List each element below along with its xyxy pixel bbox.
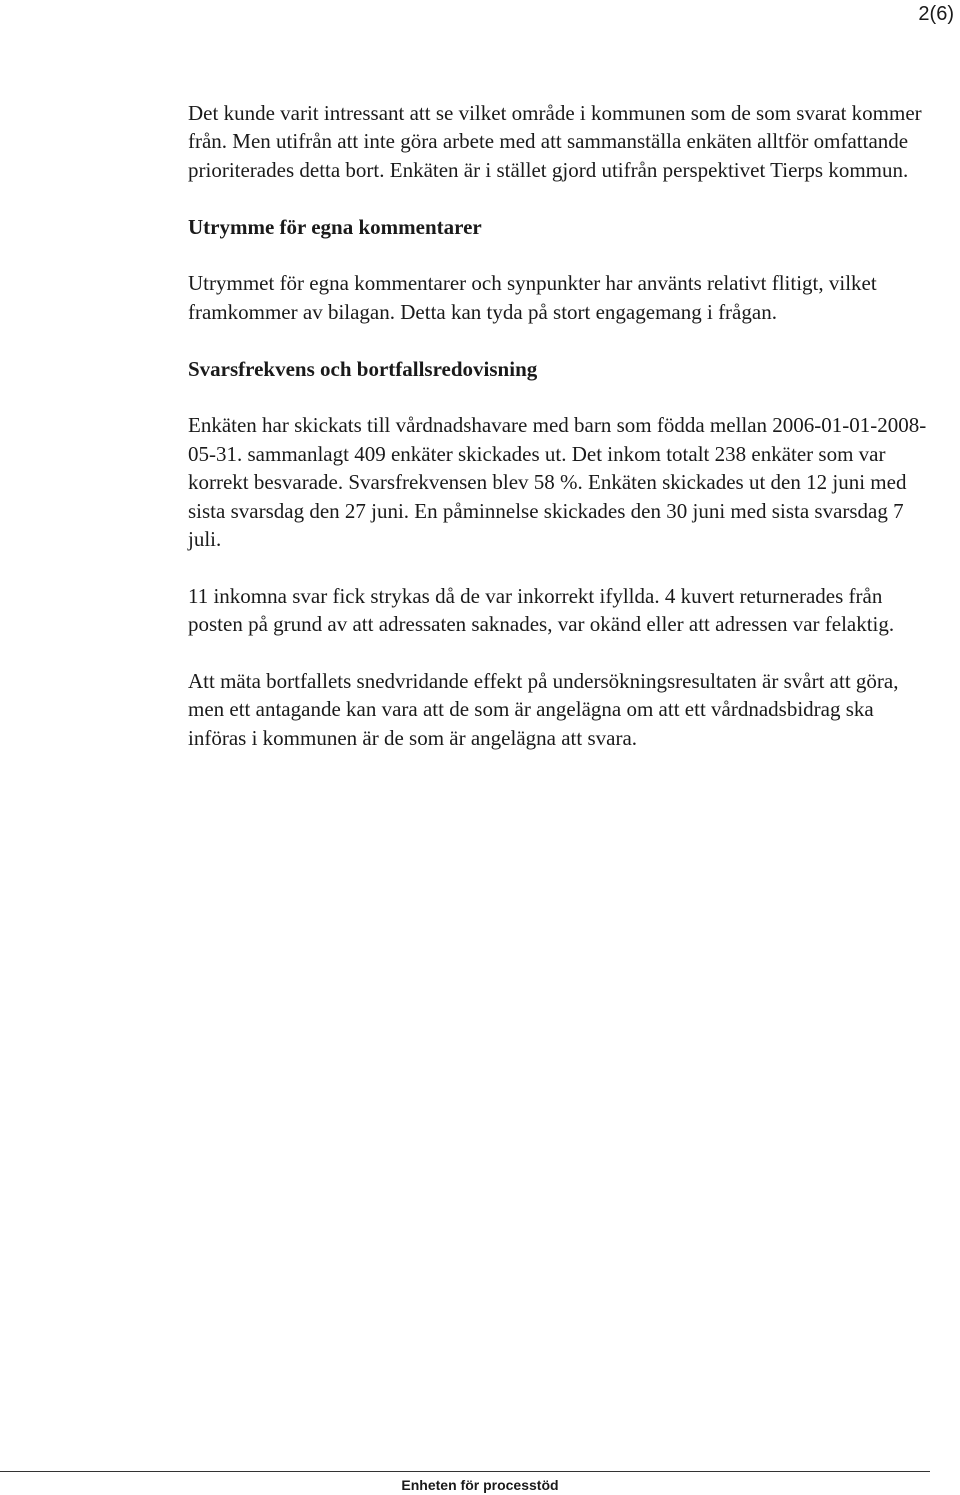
comments-paragraph: Utrymmet för egna kommentarer och synpunkter har använts relativt flitigt, vilket framkommer av bilagan. Detta kan tyda på stort engagemang i frågan.: [188, 271, 877, 324]
intro-paragraph: Det kunde varit intressant att se vilket område i kommunen som de som svarat kommer från. Men utifrån att inte göra arbete med att sammanställa enkäten alltför omfattande prioriterades detta bort. Enkäten är i stället gjord utifrån perspektivet Tierps kommun.: [188, 101, 922, 182]
footer-text: Enheten för processtöd: [401, 1477, 559, 1493]
response-paragraph-2: 11 inkomna svar fick strykas då de var inkorrekt ifyllda. 4 kuvert returnerades från posten på grund av att adressaten saknades, var okänd eller att adressen var felaktig.: [188, 583, 895, 637]
page-number: 2(6): [918, 3, 954, 25]
response-paragraph-1: Enkäten har skickats till vårdnadshavare med barn som födda mellan 2006-01-01-2008-05-31. sammanlagt 409 enkäter skickades ut. Det inkom totalt 238 enkäter som var korrekt besvarade. Svarsfrekvensen blev 58 %. Enkäten skickades ut den 12 juni med sista svarsdag den 27 juni. En påminnelse skickades den 30 juni med sista svarsdag 7 juli.: [188, 413, 927, 552]
section-heading-comments: Utrymme för egna kommentarer: [188, 214, 482, 239]
document-body: [188, 99, 928, 752]
footer-divider: [0, 1471, 930, 1472]
section-heading-response-rate: Svarsfrekvens och bortfallsredovisning: [188, 356, 538, 381]
response-paragraph-3: Att mäta bortfallets snedvridande effekt på undersökningsresultaten är svårt att göra, men ett antagande kan vara att de som är angelägna om att ett vårdnadsbidrag ska införas i kommunen är de som är angelägna att svara.: [188, 669, 899, 750]
